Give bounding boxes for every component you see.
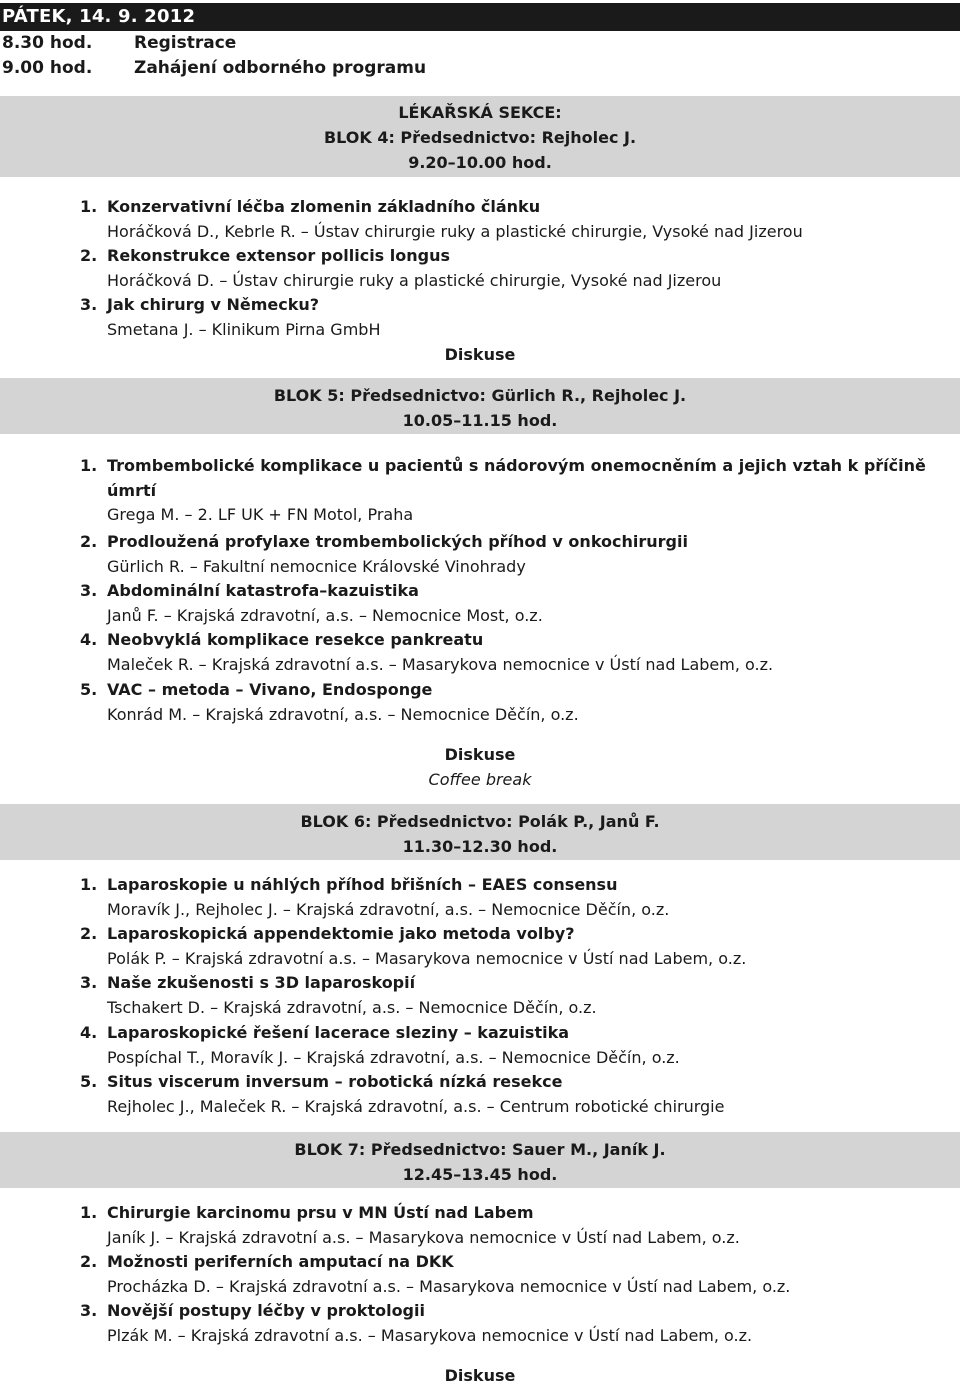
program-item — [80, 244, 950, 293]
section-title: LÉKAŘSKÁ SEKCE: — [398, 103, 562, 122]
program-item — [80, 1250, 950, 1299]
program-item — [80, 628, 950, 677]
program-item — [80, 971, 950, 1020]
item-title: Trombembolické komplikace u pacientů s nádorovým onemocněním a jejich vztah k příčině úmrtí — [107, 456, 926, 500]
discussion-label: Diskuse — [444, 745, 516, 764]
program-item — [80, 1070, 950, 1119]
blok-title: BLOK 5: Předsednictvo: Gürlich R., Rejholec J. — [273, 386, 687, 405]
item-number: 1. — [80, 197, 98, 216]
item-number: 5. — [80, 680, 98, 699]
schedule-event: Registrace — [134, 33, 237, 53]
item-authors: Konrád M. – Krajská zdravotní, a.s. – Nemocnice Děčín, o.z. — [107, 704, 579, 724]
item-authors: Horáčková D., Kebrle R. – Ústav chirurgie ruky a plastické chirurgie, Vysoké nad Jizerou — [107, 221, 803, 241]
program-item — [80, 530, 950, 579]
item-authors: Moravík J., Rejholec J. – Krajská zdravotní, a.s. – Nemocnice Děčín, o.z. — [107, 899, 670, 919]
item-authors: Janů F. – Krajská zdravotní, a.s. – Nemocnice Most, o.z. — [107, 605, 543, 625]
program-item — [80, 873, 950, 922]
item-number: 2. — [80, 924, 98, 943]
blok4-header — [0, 96, 960, 177]
item-title: Naše zkušenosti s 3D laparoskopií — [107, 973, 416, 992]
item-authors: Smetana J. – Klinikum Pirna GmbH — [107, 319, 381, 339]
schedule-event: Zahájení odborného programu — [134, 58, 427, 78]
item-authors: Rejholec J., Maleček R. – Krajská zdravotní, a.s. – Centrum robotické chirurgie — [107, 1096, 725, 1116]
program-item — [80, 195, 950, 244]
item-number: 1. — [80, 875, 98, 894]
item-title: Rekonstrukce extensor pollicis longus — [107, 246, 450, 265]
program-item — [80, 1201, 950, 1250]
item-title: VAC – metoda – Vivano, Endosponge — [107, 680, 433, 699]
blok-time: 11.30–12.30 hod. — [402, 837, 558, 856]
item-authors: Horáčková D. – Ústav chirurgie ruky a plastické chirurgie, Vysoké nad Jizerou — [107, 270, 722, 290]
program-item — [80, 579, 950, 628]
item-number: 3. — [80, 295, 98, 314]
blok-time: 9.20–10.00 hod. — [408, 153, 552, 172]
item-number: 3. — [80, 1301, 98, 1320]
item-authors: Tschakert D. – Krajská zdravotní, a.s. – Nemocnice Děčín, o.z. — [107, 997, 597, 1017]
item-authors: Plzák M. – Krajská zdravotní a.s. – Masarykova nemocnice v Ústí nad Labem, o.z. — [107, 1325, 753, 1345]
item-authors: Janík J. – Krajská zdravotní a.s. – Masarykova nemocnice v Ústí nad Labem, o.z. — [107, 1227, 740, 1247]
discussion-label: Diskuse — [444, 1366, 516, 1385]
day-header: PÁTEK, 14. 9. 2012 — [0, 3, 960, 31]
program-item — [80, 293, 950, 342]
program-item — [80, 454, 950, 528]
item-number: 4. — [80, 1023, 98, 1042]
item-number: 3. — [80, 973, 98, 992]
blok-time: 12.45–13.45 hod. — [402, 1165, 558, 1184]
item-number: 2. — [80, 532, 98, 551]
item-title: Novější postupy léčby v proktologii — [107, 1301, 425, 1320]
item-title: Prodloužená profylaxe trombembolických příhod v onkochirurgii — [107, 532, 688, 551]
program-item — [80, 678, 950, 727]
schedule-row — [2, 57, 426, 79]
item-authors: Maleček R. – Krajská zdravotní a.s. – Masarykova nemocnice v Ústí nad Labem, o.z. — [107, 654, 774, 674]
item-number: 1. — [80, 456, 98, 475]
item-title: Jak chirurg v Německu? — [107, 295, 320, 314]
item-title: Situs viscerum inversum – robotická nízká resekce — [107, 1072, 563, 1091]
coffee-break-label: Coffee break — [428, 770, 532, 789]
item-authors: Gürlich R. – Fakultní nemocnice Královské Vinohrady — [107, 556, 526, 576]
discussion-label: Diskuse — [444, 345, 516, 364]
item-authors: Grega M. – 2. LF UK + FN Motol, Praha — [107, 505, 414, 524]
item-authors: Polák P. – Krajská zdravotní a.s. – Masarykova nemocnice v Ústí nad Labem, o.z. — [107, 948, 747, 968]
blok7-header — [0, 1132, 960, 1188]
schedule-time: 8.30 hod. — [2, 33, 93, 53]
item-title: Možnosti periferních amputací na DKK — [107, 1252, 454, 1271]
item-number: 3. — [80, 581, 98, 600]
item-number: 1. — [80, 1203, 98, 1222]
item-authors: Pospíchal T., Moravík J. – Krajská zdravotní, a.s. – Nemocnice Děčín, o.z. — [107, 1047, 680, 1067]
schedule-time: 9.00 hod. — [2, 58, 93, 78]
blok6-header — [0, 804, 960, 860]
blok-title: BLOK 7: Předsednictvo: Sauer M., Janík J. — [294, 1140, 666, 1159]
program-item — [80, 1299, 950, 1348]
item-title: Konzervativní léčba zlomenin základního článku — [107, 197, 541, 216]
item-authors: Procházka D. – Krajská zdravotní a.s. – Masarykova nemocnice v Ústí nad Labem, o.z. — [107, 1276, 791, 1296]
item-number: 2. — [80, 246, 98, 265]
program-item — [80, 1021, 950, 1070]
item-title: Laparoskopické řešení lacerace sleziny – kazuistika — [107, 1023, 570, 1042]
item-title: Laparoskopická appendektomie jako metoda volby? — [107, 924, 575, 943]
item-title: Neobvyklá komplikace resekce pankreatu — [107, 630, 484, 649]
program-item — [80, 922, 950, 971]
item-number: 2. — [80, 1252, 98, 1271]
blok-title: BLOK 6: Předsednictvo: Polák P., Janů F. — [300, 812, 660, 831]
item-title: Laparoskopie u náhlých příhod břišních – EAES consensu — [107, 875, 618, 894]
item-title: Abdominální katastrofa–kazuistika — [107, 581, 419, 600]
item-number: 4. — [80, 630, 98, 649]
item-number: 5. — [80, 1072, 98, 1091]
blok5-header — [0, 378, 960, 434]
schedule-row — [2, 32, 236, 54]
item-title: Chirurgie karcinomu prsu v MN Ústí nad Labem — [107, 1203, 534, 1222]
blok-title: BLOK 4: Předsednictvo: Rejholec J. — [323, 128, 637, 147]
blok-time: 10.05–11.15 hod. — [402, 411, 558, 430]
